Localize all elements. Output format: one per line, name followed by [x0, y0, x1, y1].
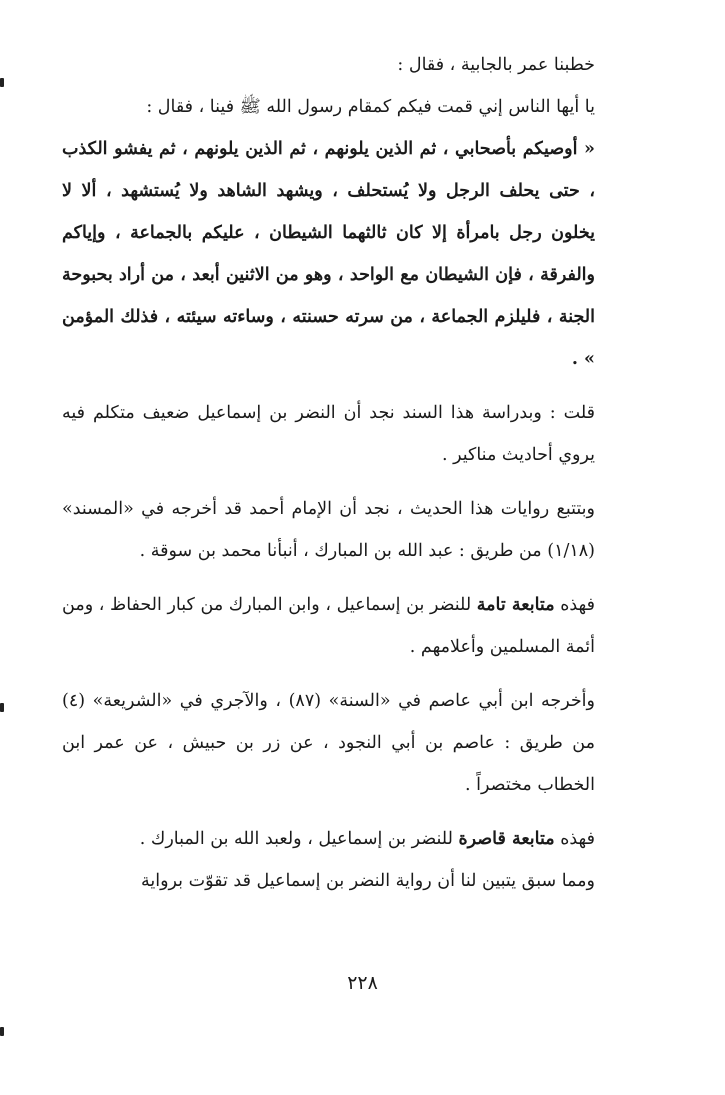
hadith-quote: « أوصيكم بأصحابي ، ثم الذين يلونهم ، ثم الذين يلونهم ، ثم يفشو الكذب ، حتى يحلف الرجل ولا يُستحلف ، ويشهد الشاهد ولا يُستشهد ، ألا لا يخلون رجل بامرأة إلا كان ثالثهما الشيطان ، عليكم بالجماعة ، وإياكم والفرقة ، فإن الشيطان مع الواحد ، وهو من الاثنين أبعد ، من أراد بحبوحة الجنة ، فليلزم الجماعة ، من سرته حسنته ، وساءته سيئته ، فذلك المؤمن » .: [62, 139, 595, 369]
scan-edge-mark: [0, 78, 4, 87]
paragraph: فهذه متابعة قاصرة للنضر بن إسماعيل ، ولعبد الله بن المبارك .: [139, 829, 595, 849]
paragraph: وبتتبع روايات هذا الحديث ، نجد أن الإمام أحمد قد أخرجه في «المسند» (١/١٨) من طريق : عبد الله بن المبارك ، أنبأنا محمد بن سوقة .: [62, 499, 595, 561]
main-text: [62, 44, 617, 902]
emphasis: متابعة تامة: [476, 595, 555, 615]
paragraph: وأخرجه ابن أبي عاصم في «السنة» (٨٧) ، والآجري في «الشريعة» (٤) من طريق : عاصم بن أبي النجود ، عن زر بن حبيش ، عن عمر ابن الخطاب مختصراً .: [62, 691, 595, 795]
scan-edge-mark: [0, 1027, 4, 1036]
page-number: ٢٢٨: [347, 972, 378, 994]
paragraph: ومما سبق يتبين لنا أن رواية النضر بن إسماعيل قد تقوّت برواية: [140, 871, 595, 891]
paragraph: خطبنا عمر بالجابية ، فقال :: [397, 55, 595, 75]
paragraph: قلت : وبدراسة هذا السند نجد أن النضر بن إسماعيل ضعيف متكلم فيه يروي أحاديث مناكير .: [62, 403, 595, 465]
emphasis: متابعة قاصرة: [458, 829, 555, 849]
scan-edge-mark: [0, 703, 4, 712]
paragraph: يا أيها الناس إني قمت فيكم كمقام رسول الله ﷺ فينا ، فقال :: [146, 97, 595, 117]
paragraph: فهذه متابعة تامة للنضر بن إسماعيل ، وابن المبارك من كبار الحفاظ ، ومن أئمة المسلمين وأعلامهم .: [62, 595, 595, 657]
